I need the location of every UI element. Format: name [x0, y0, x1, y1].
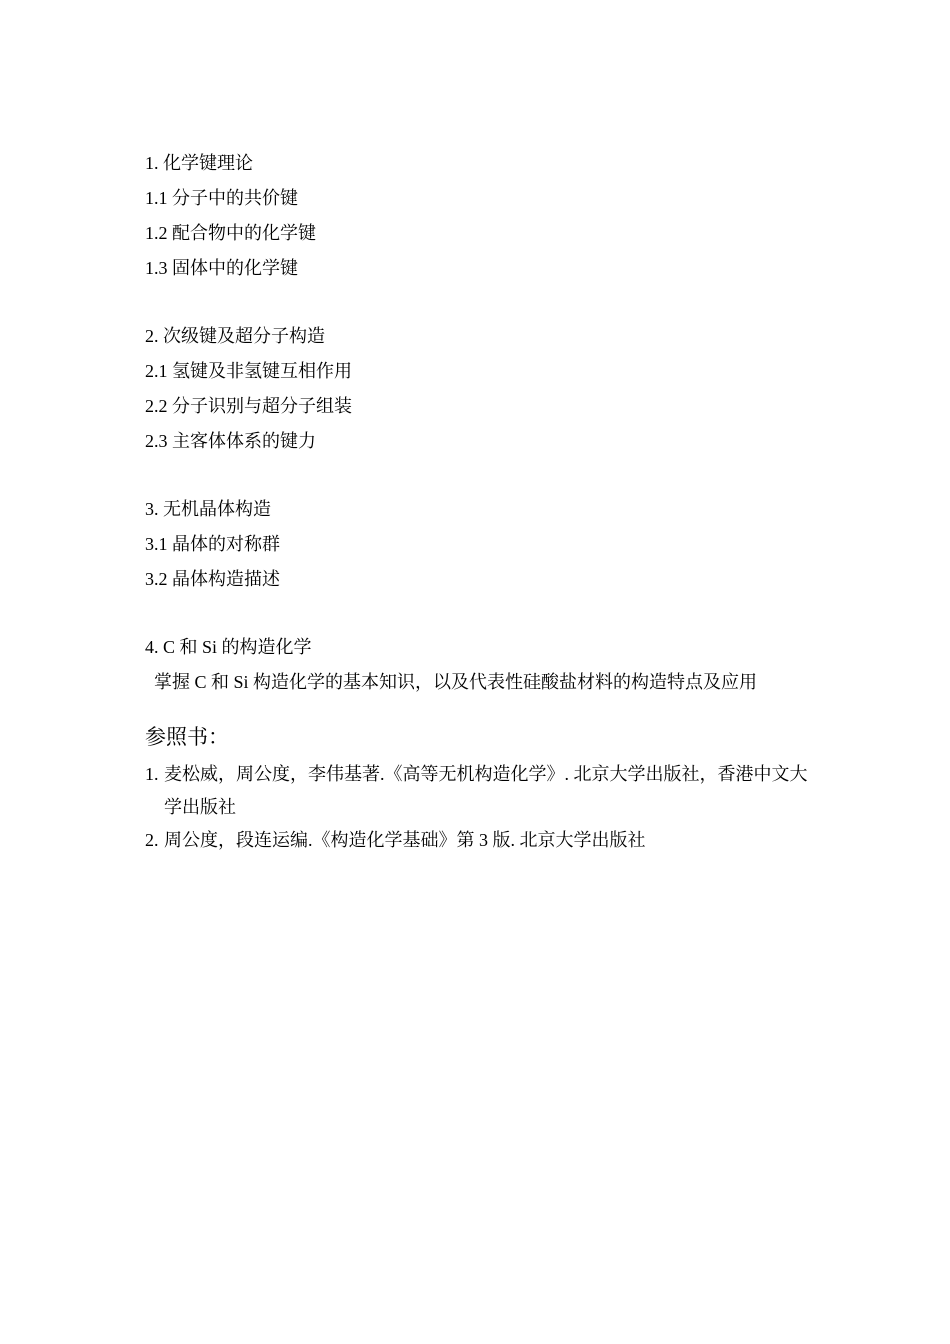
section-heading: 4. C 和 Si 的构造化学 [145, 637, 312, 657]
section-heading: 3. 无机晶体构造 [145, 499, 271, 519]
reference-text: 麦松威，周公度，李伟基著.《高等无机构造化学》. 北京大学出版社，香港中文大学出版社 [164, 764, 808, 817]
section-item: 1.3 固体中的化学键 [145, 258, 298, 278]
section-description: 掌握 C 和 Si 构造化学的基本知识，以及代表性硅酸盐材料的构造特点及应用 [154, 672, 758, 692]
section-1 [145, 146, 825, 286]
section-3 [145, 492, 825, 597]
section-item: 1.2 配合物中的化学键 [145, 223, 316, 243]
section-heading: 2. 次级键及超分子构造 [145, 326, 325, 346]
section-item: 2.3 主客体体系的键力 [145, 431, 316, 451]
spacer [145, 597, 825, 630]
section-4 [145, 630, 825, 700]
reference-text: 周公度，段连运编.《构造化学基础》第 3 版. 北京大学出版社 [164, 830, 646, 850]
section-item: 3.1 晶体的对称群 [145, 534, 280, 554]
references-heading: 参照书： [145, 725, 229, 749]
spacer [145, 459, 825, 492]
reference-number: 1. [145, 764, 159, 784]
section-2 [145, 319, 825, 459]
spacer [145, 286, 825, 319]
section-heading: 1. 化学键理论 [145, 153, 253, 173]
document-page [145, 146, 825, 857]
reference-item [145, 758, 825, 824]
section-item: 2.2 分子识别与超分子组装 [145, 396, 352, 416]
section-item: 3.2 晶体构造描述 [145, 569, 280, 589]
reference-number: 2. [145, 830, 159, 850]
reference-item [145, 824, 825, 857]
section-item: 1.1 分子中的共价键 [145, 188, 298, 208]
section-item: 2.1 氢键及非氢键互相作用 [145, 361, 352, 381]
references [145, 720, 825, 857]
